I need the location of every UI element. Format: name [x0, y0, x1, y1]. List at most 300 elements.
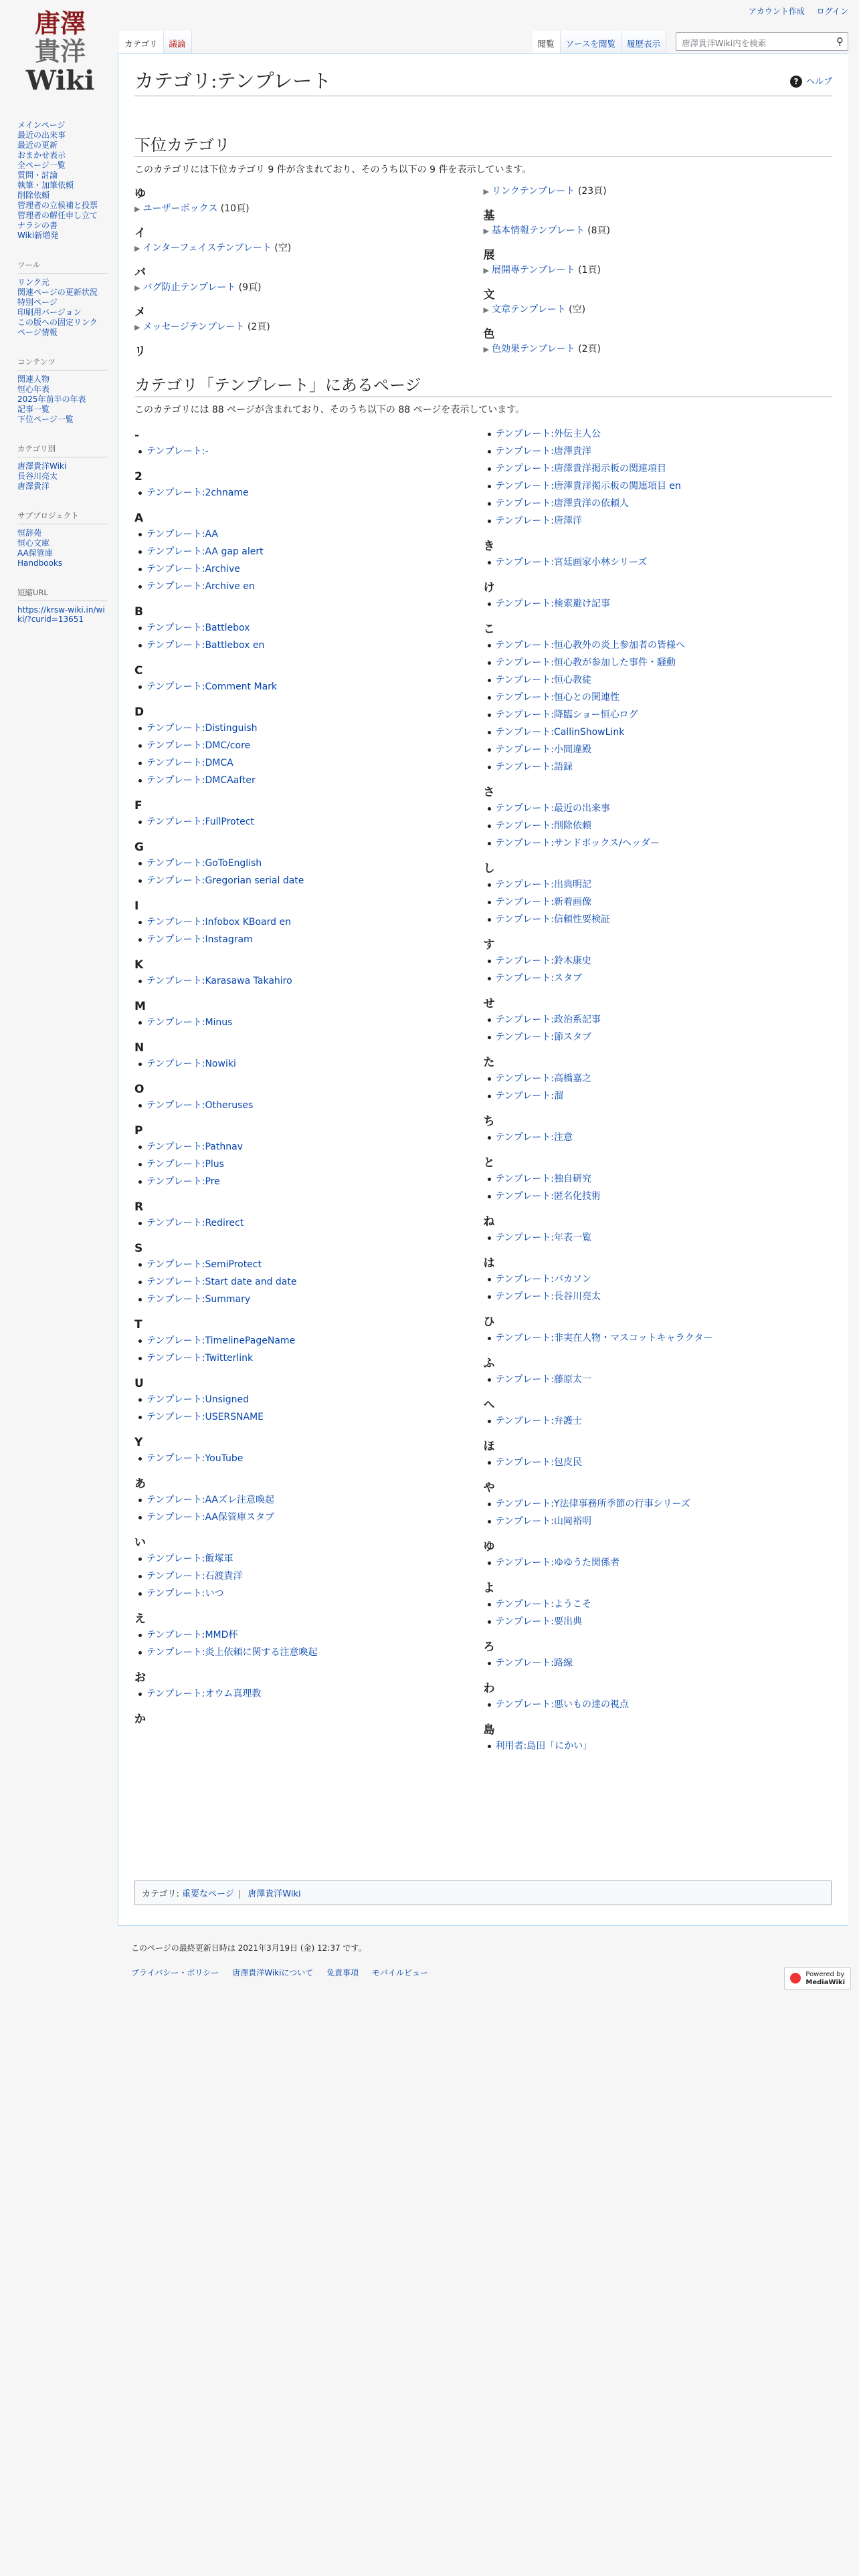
page-link[interactable]: テンプレート:降臨ショー恒心ログ: [495, 710, 638, 720]
page-list: [484, 1696, 833, 1713]
page-group-letter: ね: [483, 1215, 495, 1228]
sidebar-item-link[interactable]: 削除依頼: [17, 191, 50, 200]
page-list: [484, 1070, 833, 1105]
page-group: [484, 1581, 833, 1630]
page-link[interactable]: テンプレート:DMCAafter: [147, 775, 256, 786]
page-link[interactable]: テンプレート:包皮民: [495, 1457, 582, 1468]
page-group-letter: G: [134, 841, 144, 854]
subcategory-group: [484, 248, 833, 278]
subcategory-letter: 文: [483, 288, 495, 302]
list-item: [484, 1596, 833, 1613]
subcategory-item: [134, 241, 484, 256]
page-link[interactable]: テンプレート:TimelinePageName: [147, 1335, 296, 1346]
footer-places: [131, 1967, 851, 1978]
page-link[interactable]: テンプレート:CallinShowLink: [495, 727, 625, 738]
page-link[interactable]: テンプレート:Nowiki: [147, 1059, 236, 1069]
sidebar-item-link[interactable]: おまかせ表示: [17, 150, 66, 160]
short-url-link[interactable]: https://krsw-wiki.in/wiki/?curid=13651: [17, 605, 105, 624]
list-item: [134, 1408, 484, 1426]
page-link[interactable]: テンプレート:Distinguish: [147, 723, 258, 734]
page-link[interactable]: テンプレート:SemiProtect: [147, 1259, 262, 1270]
page-group-letter: 2: [134, 470, 142, 484]
page-link[interactable]: テンプレート:オウム真理教: [147, 1689, 262, 1699]
page-group-letter: Y: [134, 1436, 143, 1449]
page-link[interactable]: テンプレート:最近の出来事: [495, 803, 610, 814]
tab-view-source-label[interactable]: ソースを閲覧: [565, 39, 615, 49]
page-group: [134, 511, 484, 595]
tab-category-label[interactable]: カテゴリ: [124, 39, 158, 49]
page-link[interactable]: テンプレート:匿名化技術: [495, 1191, 601, 1202]
page-group-letter: ろ: [483, 1640, 495, 1654]
page-link[interactable]: テンプレート:政治系記事: [495, 1014, 601, 1025]
tab-talk[interactable]: [164, 31, 192, 53]
page-group-letter: へ: [483, 1398, 495, 1412]
page-link[interactable]: テンプレート:MMD杯: [147, 1630, 238, 1640]
subcategory-link[interactable]: 色効果テンプレート: [491, 344, 575, 354]
list-item: [134, 560, 484, 578]
page-list: [134, 813, 484, 831]
about-link[interactable]: 唐澤貴洋Wikiについて: [232, 1968, 314, 1977]
page-link[interactable]: テンプレート:信頼性要検証: [495, 914, 610, 925]
page-list: [134, 1450, 484, 1467]
sidebar-item-link[interactable]: メインページ: [17, 120, 66, 130]
list-item: [134, 855, 484, 872]
subcategory-letter: メ: [134, 306, 146, 319]
sidebar-item-link[interactable]: 最近の更新: [17, 140, 58, 150]
page-link[interactable]: テンプレート:小間違殿: [495, 744, 591, 755]
page-link[interactable]: テンプレート:削除依頼: [495, 821, 591, 831]
projects-heading: サブプロジェクト: [17, 510, 108, 524]
expand-triangle-icon[interactable]: ▶: [134, 323, 140, 332]
page-link[interactable]: テンプレート:Otheruses: [147, 1100, 254, 1111]
search-placeholder: 唐澤貴洋Wiki内を検索: [682, 38, 767, 48]
page-link[interactable]: テンプレート:出典明記: [495, 879, 591, 890]
page-link[interactable]: テンプレート:AA: [147, 529, 219, 540]
page-link[interactable]: テンプレート:飯塚軍: [147, 1553, 233, 1564]
page-link[interactable]: テンプレート:Unsigned: [147, 1394, 250, 1405]
list-item: [484, 952, 833, 970]
page-link[interactable]: テンプレート:DMC/core: [147, 740, 251, 751]
page-group: [484, 1315, 833, 1347]
subcategory-letter: 基: [483, 209, 495, 223]
list-item: [484, 758, 833, 776]
expand-triangle-icon[interactable]: ▶: [483, 187, 489, 196]
subcategory-item: [484, 223, 833, 239]
sidebar-item-link[interactable]: 管理者の解任申し立て: [17, 211, 98, 220]
page-group-letter: き: [483, 540, 495, 553]
tab-view-source[interactable]: [561, 31, 622, 53]
list-item: [134, 1256, 484, 1273]
disclaimer-link[interactable]: 免責事項: [326, 1968, 359, 1977]
page-group-letter: R: [134, 1200, 144, 1214]
list-item: [484, 1696, 833, 1713]
page-link[interactable]: テンプレート:注意: [495, 1132, 573, 1143]
page-link[interactable]: テンプレート:路線: [495, 1658, 573, 1669]
sidebar-item-link[interactable]: 関連人物: [17, 374, 50, 384]
list-item: [134, 484, 484, 502]
subcategories-columns: [134, 184, 832, 368]
subcategory-link[interactable]: 展開専テンプレート: [491, 265, 575, 276]
page-link[interactable]: テンプレート:石渡貴洋: [147, 1571, 243, 1582]
page-link[interactable]: テンプレート:2chname: [147, 488, 249, 498]
page-link[interactable]: テンプレート:語録: [495, 762, 573, 772]
sidebar-content: [17, 356, 108, 425]
page-group-letter: ゆ: [483, 1540, 495, 1553]
sidebar-item: [17, 171, 108, 181]
page-link[interactable]: テンプレート:弁護士: [495, 1416, 582, 1426]
page-group-letter: け: [483, 581, 495, 595]
page-list: [484, 1329, 833, 1347]
sidebar: [17, 120, 108, 643]
page-link[interactable]: テンプレート:Pre: [147, 1176, 220, 1187]
page-link[interactable]: テンプレート:Start date and date: [147, 1277, 297, 1287]
page-link[interactable]: テンプレート:非実在人物・マスコットキャラクター: [495, 1333, 713, 1344]
page-list: [484, 1129, 833, 1146]
list-item: [134, 1291, 484, 1308]
pages-section: [134, 375, 832, 1764]
page-group: [134, 1435, 484, 1467]
page-link[interactable]: テンプレート:恒心との関連性: [495, 692, 619, 703]
list-item: [134, 1550, 484, 1568]
page-link[interactable]: テンプレート:DMCA: [147, 758, 233, 768]
page-link[interactable]: テンプレート:Minus: [147, 1017, 233, 1028]
content-heading: コンテンツ: [17, 356, 108, 370]
page-link[interactable]: テンプレート:Y法律事務所季節の行事シリーズ: [495, 1499, 690, 1509]
subcategory-link[interactable]: 基本情報テンプレート: [491, 225, 585, 236]
sidebar-item-link[interactable]: 2025年前半の年表: [17, 395, 86, 404]
list-item: [484, 637, 833, 654]
site-logo[interactable]: [20, 9, 100, 103]
page-group-letter: た: [483, 1056, 495, 1069]
sidebar-item-link[interactable]: 恒心文庫: [17, 538, 50, 548]
sidebar-item-link[interactable]: 記事一覧: [17, 405, 50, 414]
page-link[interactable]: テンプレート:恒心教が参加した事件・騒動: [495, 657, 676, 668]
subcategory-letter: 色: [483, 328, 495, 341]
list-item: [484, 1288, 833, 1305]
list-item: [484, 1654, 833, 1672]
list-item: [484, 1412, 833, 1430]
page-link[interactable]: テンプレート:Infobox KBoard en: [147, 917, 291, 928]
powered-by-mediawiki-badge[interactable]: [784, 1967, 851, 1990]
subcategory-letter: 展: [483, 249, 495, 262]
page-link[interactable]: テンプレート:年表一覧: [495, 1232, 591, 1243]
sidebar-item-link[interactable]: 管理者の立候補と投票: [17, 201, 98, 210]
tabs-bar: [119, 31, 848, 53]
page-group: [484, 785, 833, 852]
sidebar-item: [17, 461, 108, 471]
tab-category[interactable]: [119, 31, 164, 53]
list-item: [484, 1554, 833, 1572]
catlink-important[interactable]: 重要なページ: [182, 1889, 234, 1899]
sidebar-item-link[interactable]: 関連ページの更新状況: [17, 288, 98, 297]
search-icon[interactable]: ⚲: [836, 35, 844, 47]
subcategories-column-left: [134, 184, 484, 368]
sidebar-item-link[interactable]: 唐澤貴洋Wiki: [17, 461, 67, 471]
logo-line-1: 唐澤: [34, 8, 86, 38]
badge-bottom: MediaWiki: [805, 1978, 845, 1986]
subcategories-heading: 下位カテゴリ: [134, 135, 832, 157]
page-group-letter: P: [134, 1124, 143, 1138]
page-link[interactable]: テンプレート:Battlebox en: [147, 640, 265, 651]
sidebar-item-link[interactable]: 下位ページ一覧: [17, 415, 74, 424]
subcategory-count: (空): [274, 243, 292, 253]
page-list: [134, 720, 484, 789]
page-link[interactable]: テンプレート:いつ: [147, 1588, 224, 1599]
sidebar-item-link[interactable]: 印刷用バージョン: [17, 308, 82, 317]
page-link[interactable]: テンプレート:Gregorian serial date: [147, 875, 304, 886]
tab-history-label[interactable]: 履歴表示: [626, 39, 660, 49]
sidebar-item-link[interactable]: 長谷川亮太: [17, 471, 58, 481]
page-link[interactable]: テンプレート:AA gap alert: [147, 546, 264, 557]
list-item: [134, 678, 484, 695]
list-item: [134, 1156, 484, 1173]
list-item: [484, 876, 833, 893]
page-link[interactable]: テンプレート:藤原太一: [495, 1374, 591, 1385]
subcategory-group: [484, 288, 833, 318]
page-link[interactable]: テンプレート:Redirect: [147, 1218, 244, 1228]
page-link[interactable]: テンプレート:Comment Mark: [147, 681, 278, 692]
page-link[interactable]: テンプレート:長谷川亮太: [495, 1291, 601, 1302]
page-list: [484, 425, 833, 530]
sidebar-item-link[interactable]: 唐澤貴洋: [17, 481, 50, 491]
page-group-letter: M: [134, 1000, 146, 1013]
sidebar-item-link[interactable]: Wiki新増発: [17, 231, 59, 240]
list-item: [134, 1138, 484, 1156]
page-link[interactable]: テンプレート:高橋嘉之: [495, 1073, 591, 1084]
catlink-wiki[interactable]: 唐澤貴洋Wiki: [248, 1889, 301, 1899]
page-link[interactable]: テンプレート:Summary: [147, 1294, 251, 1305]
sidebar-item: [17, 201, 108, 211]
page-link[interactable]: テンプレート:サンドボックス/ヘッダー: [495, 838, 660, 849]
page-link[interactable]: テンプレート:AA保管庫スタブ: [147, 1512, 275, 1523]
page-list: [134, 1685, 484, 1703]
list-item: [484, 671, 833, 689]
subcategory-link[interactable]: リンクテンプレート: [491, 186, 575, 197]
tab-history[interactable]: [622, 31, 666, 53]
subcategory-link[interactable]: ユーザーボックス: [142, 203, 218, 214]
sidebar-item: [17, 481, 108, 492]
list-item: [134, 1644, 484, 1661]
expand-triangle-icon[interactable]: ▶: [134, 205, 140, 213]
page-link[interactable]: テンプレート:Instagram: [147, 934, 253, 945]
search-input[interactable]: [676, 32, 848, 51]
subcategory-group: [484, 327, 833, 357]
sidebar-item-link[interactable]: 全ページ一覧: [17, 160, 66, 170]
sidebar-item-link[interactable]: ナラシの書: [17, 221, 58, 230]
page-group: [134, 1671, 484, 1703]
list-item: [484, 1029, 833, 1046]
page-link[interactable]: テンプレート:USERSNAME: [147, 1412, 264, 1422]
create-account-link[interactable]: アカウント作成: [748, 7, 805, 16]
sidebar-item-link[interactable]: 特別ページ: [17, 298, 58, 307]
sidebar-item-link[interactable]: 最近の出来事: [17, 130, 66, 140]
expand-triangle-icon[interactable]: ▶: [483, 266, 489, 275]
page-link[interactable]: テンプレート:外伝主人公: [495, 429, 601, 439]
page-link[interactable]: テンプレート:唐澤貴洋の依頼人: [495, 498, 629, 509]
sidebar-item-link[interactable]: 恒心年表: [17, 385, 50, 394]
page-link[interactable]: テンプレート:検索避け記事: [495, 599, 610, 609]
subcategory-link[interactable]: 文章テンプレート: [491, 304, 566, 315]
list-item: [134, 914, 484, 931]
page-link[interactable]: テンプレート:Archive: [147, 564, 240, 574]
page-group-letter: や: [483, 1481, 495, 1495]
list-item: [134, 872, 484, 889]
page-group: [134, 605, 484, 654]
page-link[interactable]: テンプレート:節スタブ: [495, 1032, 591, 1043]
sidebar-item-link[interactable]: リンク元: [17, 278, 50, 287]
list-item: [134, 1014, 484, 1031]
subcategory-group: [484, 184, 833, 199]
list-item: [484, 1129, 833, 1146]
page-list: [134, 1391, 484, 1426]
help-indicator[interactable]: [790, 74, 832, 88]
sidebar-item: [17, 395, 108, 405]
page-link[interactable]: テンプレート:恒心教徒: [495, 675, 591, 685]
expand-triangle-icon[interactable]: ▶: [134, 244, 140, 253]
page-group: [484, 580, 833, 613]
page-link[interactable]: テンプレート:Battlebox: [147, 623, 250, 633]
page-link[interactable]: テンプレート:FullProtect: [147, 817, 254, 827]
page-link[interactable]: テンプレート:唐澤洋: [495, 516, 582, 526]
sidebar-item-link[interactable]: 質問・討論: [17, 171, 58, 180]
sidebar-item-link[interactable]: この版への固定リンク: [17, 318, 98, 327]
page-group: [484, 861, 833, 928]
page-link[interactable]: 利用者:島田「にかい」: [495, 1741, 593, 1751]
subcategory-item: [484, 302, 833, 318]
subcategory-count: (8頁): [587, 225, 611, 236]
expand-triangle-icon[interactable]: ▶: [483, 306, 489, 314]
sidebar-item: [17, 308, 108, 318]
page-group-letter: I: [134, 899, 139, 913]
page-link[interactable]: テンプレート:唐澤貴洋掲示板の関連項目 en: [495, 481, 681, 492]
page-link[interactable]: テンプレート:ゆゆうた関係者: [495, 1558, 619, 1568]
page-link[interactable]: テンプレート:恒心教外の炎上参加者の皆様へ: [495, 640, 685, 651]
subcategory-link[interactable]: メッセージテンプレート: [142, 322, 245, 332]
sidebar-item: [17, 558, 108, 568]
page-link[interactable]: テンプレート:Archive en: [147, 581, 255, 592]
sidebar-item-link[interactable]: 執筆・加筆依頼: [17, 181, 74, 190]
list-item: [484, 1087, 833, 1105]
page-link[interactable]: テンプレート:唐澤貴洋掲示板の関連項目: [495, 463, 666, 474]
list-item: [134, 1450, 484, 1467]
expand-triangle-icon[interactable]: ▶: [134, 284, 140, 292]
list-item: [484, 1613, 833, 1630]
page-list: [484, 1371, 833, 1388]
page-list: [134, 1214, 484, 1232]
subcategory-letter: イ: [134, 227, 146, 240]
list-item: [484, 1329, 833, 1347]
page-link[interactable]: テンプレート:YouTube: [147, 1453, 244, 1464]
expand-triangle-icon[interactable]: ▶: [483, 227, 489, 235]
list-item: [134, 772, 484, 789]
page-list: [484, 876, 833, 928]
list-item: [134, 1273, 484, 1291]
page-link[interactable]: テンプレート:ようこそ: [495, 1599, 591, 1610]
expand-triangle-icon[interactable]: ▶: [483, 345, 489, 354]
page-link[interactable]: テンプレート:要出典: [495, 1616, 582, 1627]
subcategory-link[interactable]: バグ防止テンプレート: [142, 282, 236, 293]
subcategory-group: [134, 305, 484, 335]
sidebar-item-link[interactable]: ページ情報: [17, 328, 58, 337]
page-group-letter: S: [134, 1242, 143, 1255]
page-link[interactable]: テンプレート:唐澤貴洋: [495, 446, 591, 457]
page-group-letter: え: [134, 1612, 146, 1626]
page-link[interactable]: テンプレート:宮廷画家小林シリーズ: [495, 557, 648, 568]
page-link[interactable]: テンプレート:鈴木康史: [495, 956, 591, 966]
subcategory-item: [134, 320, 484, 335]
login-link[interactable]: ログイン: [816, 7, 848, 16]
sidebar-item-link[interactable]: Handbooks: [17, 558, 63, 568]
tab-read[interactable]: [533, 31, 561, 53]
subcategory-link[interactable]: インターフェイステンプレート: [142, 243, 272, 253]
page-list: [134, 1626, 484, 1661]
list-item: [134, 1626, 484, 1644]
page-group: [134, 1200, 484, 1232]
subcategory-count: (2頁): [578, 344, 601, 354]
page-link[interactable]: テンプレート:-: [147, 446, 209, 457]
subcategory-letter: バ: [134, 266, 146, 280]
pages-description: このカテゴリには 88 ページが含まれており、そのうち以下の 88 ページを表示しています。: [134, 405, 525, 415]
privacy-link[interactable]: プライバシー・ポリシー: [131, 1968, 219, 1977]
subcategory-count: (10頁): [220, 203, 250, 214]
help-icon: ?: [790, 76, 802, 88]
sidebar-tools: [17, 259, 108, 338]
tab-read-label[interactable]: 閲覧: [537, 39, 555, 49]
page-link[interactable]: テンプレート:炎上依頼に関する注意喚起: [147, 1647, 318, 1658]
tab-talk-label[interactable]: 議論: [169, 39, 186, 49]
page-link[interactable]: テンプレート:Pathnav: [147, 1142, 243, 1152]
mobile-view-link[interactable]: モバイルビュー: [371, 1968, 428, 1977]
page-link[interactable]: テンプレート:GoToEnglish: [147, 858, 262, 869]
page-group-letter: ふ: [483, 1357, 495, 1370]
page-link[interactable]: テンプレート:独自研究: [495, 1174, 591, 1184]
sidebar-item: [17, 130, 108, 140]
page-link[interactable]: テンプレート:新着画像: [495, 897, 591, 907]
page-group: [484, 425, 833, 530]
page-list: [134, 526, 484, 595]
page-group-letter: す: [483, 938, 495, 952]
sidebar-item: [17, 538, 108, 548]
help-link[interactable]: ヘルプ: [805, 77, 832, 87]
page-link[interactable]: テンプレート:山岡裕明: [495, 1516, 591, 1527]
page-link[interactable]: テンプレート:Plus: [147, 1159, 224, 1170]
sidebar-item: [17, 120, 108, 130]
page-link[interactable]: テンプレート:悪いもの達の視点: [495, 1699, 629, 1710]
sidebar-item: [17, 278, 108, 288]
page-list: [484, 1654, 833, 1672]
list-item: [484, 554, 833, 571]
page-group: [134, 999, 484, 1031]
page-group-letter: F: [134, 799, 142, 813]
page-list: [134, 1332, 484, 1367]
list-item: [484, 1011, 833, 1029]
subcategory-count: (9頁): [238, 282, 262, 293]
sidebar-item-link[interactable]: 恒辞苑: [17, 528, 42, 538]
page-link[interactable]: テンプレート:AAズレ注意喚起: [147, 1495, 275, 1505]
page-group-letter: U: [134, 1377, 144, 1390]
page-link[interactable]: テンプレート:Karasawa Takahiro: [147, 976, 292, 986]
pages-heading: カテゴリ「テンプレート」にあるページ: [134, 375, 832, 397]
page-link[interactable]: テンプレート:バカソン: [495, 1274, 591, 1285]
list-item: [484, 595, 833, 613]
sidebar-item-link[interactable]: AA保管庫: [17, 548, 53, 558]
list-item: [134, 1332, 484, 1350]
page-link[interactable]: テンプレート:Twitterlink: [147, 1353, 254, 1364]
page-link[interactable]: テンプレート:スタブ: [495, 973, 582, 984]
page-link[interactable]: テンプレート:溜: [495, 1091, 563, 1101]
page-group: [484, 1640, 833, 1672]
page-list: [134, 1138, 484, 1190]
